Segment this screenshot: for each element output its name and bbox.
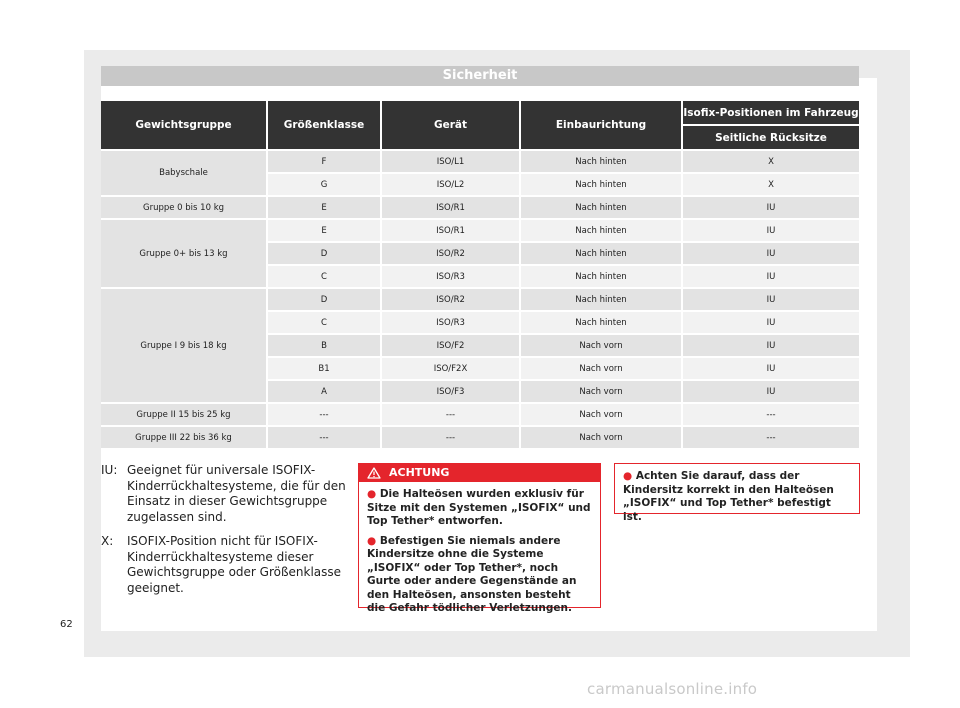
isofix-position-cell: ---: [683, 427, 859, 450]
device-cell: ISO/F2X: [382, 358, 521, 381]
legend-item-x: [101, 534, 346, 596]
legend-item-iu: [101, 463, 346, 525]
bullet-icon: ●: [367, 534, 377, 547]
direction-cell: Nach vorn: [521, 335, 683, 358]
header-device: Gerät: [382, 101, 521, 151]
warning-item-text: Befestigen Sie niemals andere Kindersitze ohne die Systeme „ISOFIX“ oder Top Tether*, noch Gurte oder andere Gegenstände an den Halteösen, ansonsten besteht die Gefahr tödlicher Verletzungen.: [367, 534, 577, 614]
size-class-cell: B1: [268, 358, 382, 381]
size-class-cell: C: [268, 266, 382, 289]
table-body: [101, 151, 859, 450]
weight-group-cell: Gruppe 0+ bis 13 kg: [101, 220, 268, 289]
isofix-table: [101, 101, 859, 450]
isofix-position-cell: IU: [683, 381, 859, 404]
legend-text: ISOFIX-Position nicht für ISOFIX-Kinderrückhaltesysteme dieser Gewichtsgruppe oder Größenklasse geeignet.: [127, 534, 342, 595]
isofix-position-cell: IU: [683, 243, 859, 266]
warning-title: ACHTUNG: [389, 466, 450, 479]
direction-cell: Nach vorn: [521, 404, 683, 427]
note-box: [614, 463, 860, 523]
size-class-cell: G: [268, 174, 382, 197]
device-cell: ISO/L1: [382, 151, 521, 174]
size-class-cell: B: [268, 335, 382, 358]
header-direction: Einbaurichtung: [521, 101, 683, 151]
direction-cell: Nach hinten: [521, 220, 683, 243]
bullet-icon: ●: [623, 470, 633, 482]
isofix-position-cell: X: [683, 151, 859, 174]
legend-text: Geeignet für universale ISOFIX-Kinderrückhaltesysteme, die für den Einsatz in dieser Gewichtsgruppe zugelassen sind.: [127, 463, 346, 524]
watermark: carmanualsonline.info: [587, 680, 758, 698]
size-class-cell: D: [268, 243, 382, 266]
device-cell: ISO/R1: [382, 197, 521, 220]
table-row: [101, 404, 859, 427]
page-number: 62: [60, 619, 73, 630]
isofix-position-cell: IU: [683, 312, 859, 335]
warning-item: [367, 535, 592, 616]
size-class-cell: C: [268, 312, 382, 335]
device-cell: ISO/F3: [382, 381, 521, 404]
isofix-position-cell: IU: [683, 220, 859, 243]
isofix-position-cell: IU: [683, 358, 859, 381]
device-cell: ---: [382, 427, 521, 450]
direction-cell: Nach hinten: [521, 151, 683, 174]
device-cell: ISO/R2: [382, 289, 521, 312]
direction-cell: Nach vorn: [521, 427, 683, 450]
size-class-cell: D: [268, 289, 382, 312]
table-row: [101, 220, 859, 243]
isofix-position-cell: ---: [683, 404, 859, 427]
size-class-cell: ---: [268, 427, 382, 450]
legend-key: IU:: [101, 463, 118, 477]
size-class-cell: A: [268, 381, 382, 404]
table-row: [101, 151, 859, 174]
direction-cell: Nach vorn: [521, 381, 683, 404]
legend: [101, 463, 346, 605]
isofix-position-cell: IU: [683, 197, 859, 220]
warning-triangle-icon: [367, 467, 381, 479]
size-class-cell: ---: [268, 404, 382, 427]
direction-cell: Nach hinten: [521, 174, 683, 197]
table-row: [101, 197, 859, 220]
weight-group-cell: Gruppe I 9 bis 18 kg: [101, 289, 268, 404]
legend-key: X:: [101, 534, 114, 548]
size-class-cell: F: [268, 151, 382, 174]
warning-item: [367, 488, 592, 529]
isofix-position-cell: IU: [683, 289, 859, 312]
direction-cell: Nach hinten: [521, 197, 683, 220]
device-cell: ISO/R2: [382, 243, 521, 266]
header-size-class: Größenklasse: [268, 101, 382, 151]
isofix-position-cell: IU: [683, 335, 859, 358]
weight-group-cell: Gruppe III 22 bis 36 kg: [101, 427, 268, 450]
warning-box: [358, 463, 601, 614]
isofix-position-cell: X: [683, 174, 859, 197]
direction-cell: Nach vorn: [521, 358, 683, 381]
header-isofix-positions: Isofix-Positionen im Fahrzeug: [683, 101, 859, 126]
note-text: Achten Sie darauf, dass der Kindersitz korrekt in den Halteösen „ISOFIX“ und Top Tether* befestigt ist.: [623, 470, 834, 523]
device-cell: ISO/F2: [382, 335, 521, 358]
header-side-rear-seats: Seitliche Rücksitze: [683, 126, 859, 151]
isofix-position-cell: IU: [683, 266, 859, 289]
direction-cell: Nach hinten: [521, 289, 683, 312]
device-cell: ISO/L2: [382, 174, 521, 197]
bullet-icon: ●: [367, 488, 377, 500]
device-cell: ISO/R3: [382, 312, 521, 335]
direction-cell: Nach hinten: [521, 312, 683, 335]
weight-group-cell: Babyschale: [101, 151, 268, 197]
section-header: Sicherheit: [101, 66, 859, 86]
warning-header: [359, 464, 600, 482]
warning-body: [359, 482, 600, 616]
warning-item-text: Die Halteösen wurden exklusiv für Sitze mit den Systemen „ISOFIX“ und Top Tether* entworfen.: [367, 488, 591, 527]
table-row: [101, 427, 859, 450]
device-cell: ISO/R1: [382, 220, 521, 243]
header-weight-group: Gewichtsgruppe: [101, 101, 268, 151]
weight-group-cell: Gruppe 0 bis 10 kg: [101, 197, 268, 220]
weight-group-cell: Gruppe II 15 bis 25 kg: [101, 404, 268, 427]
direction-cell: Nach hinten: [521, 266, 683, 289]
size-class-cell: E: [268, 197, 382, 220]
table-row: [101, 289, 859, 312]
device-cell: ISO/R3: [382, 266, 521, 289]
direction-cell: Nach hinten: [521, 243, 683, 266]
size-class-cell: E: [268, 220, 382, 243]
device-cell: ---: [382, 404, 521, 427]
